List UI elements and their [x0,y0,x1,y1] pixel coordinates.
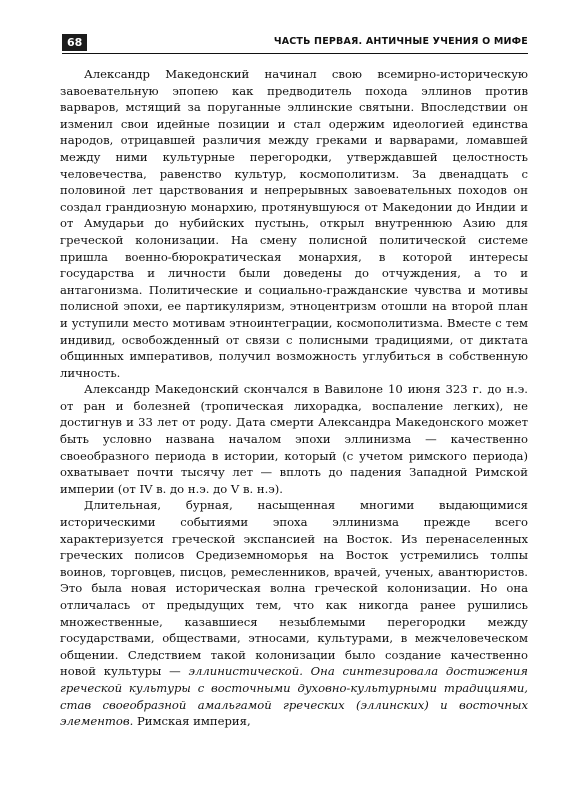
paragraph-3 [60,497,528,729]
body-text [60,66,528,730]
paragraph-1 [60,66,528,381]
running-head: ЧАСТЬ ПЕРВАЯ. АНТИЧНЫЕ УЧЕНИЯ О МИФЕ [273,36,528,47]
paragraph-run: Александр Македонский скончался в Вавилоне 10 июня 323 г. до н.э. от ран и болезней (тропическая лихорадка, воспаление легких), не достигнув и 33 лет от роду. Дата смерти Александра Македонского может быть условно названа началом эпохи эллинизма — качественно своеобразного периода в истории, который (с учетом римского периода) охватывает почти тысячу лет — вплоть до падения Западной Римской империи (от IV в. до н.э. до V в. н.э). [60,382,528,496]
page-number: 68 [62,34,87,51]
paragraph-run: Длительная, бурная, насыщенная многими выдающимися историческими событиями эпоха эллинизма прежде всего характеризуется греческой экспансией на Восток. Из перенаселенных греческих полисов Средиземноморья на Восток устремились толпы воинов, торговцев, писцов, ремесленников, врачей, ученых, авантюристов. Это была новая историческая волна греческой колонизации. Но она отличалась от предыдущих тем, что как никогда ранее рушились множественные, казавшиеся незыблемыми перегородки между государствами, обществами, этносами, культурами, в межчеловеческом общении. Следствием такой колонизации было создание качественно новой культуры — [60,498,528,679]
paragraph-run-italic: эллинистической. Она синтезировала достижения греческой культуры с восточными духовно-культурными традициями, став своеобразной амальгамой греческих (эллинских) и восточных элементов. [60,664,528,729]
paragraph-run: Александр Македонский начинал свою всемирно-историческую завоевательную эпопею как предводитель похода эллинов против варваров, мстящий за поруганные эллинские святыни. Впоследствии он изменил свои идейные позиции и стал одержим идеологией единства народов, отрицавшей различия между греками и варварами, ломавшей между ними культурные перегородки, утверждавшей целостность человечества, равенство культур, космополитизм. За двенадцать с половиной лет царствования и непрерывных завоевательных походов он создал грандиозную монархию, протянувшуюся от Македонии до Индии и от Амударьи до нубийских пустынь, открыл внутреннюю Азию для греческой колонизации. На смену полисной политической системе пришла военно-бюрократическая монархия, в которой интересы государства и личности были доведены до отчуждения, а то и антагонизма. Политические и социально-гражданские чувства и мотивы полисной эпохи, ее партикуляризм, этноцентризм отошли на второй план и уступили место мотивам этноинтеграции, космополитизма. Вместе с тем индивид, освобожденный от связи с полисными традициями, от диктата общинных императивов, получил возможность углубиться в собственную личность. [60,67,528,380]
paragraph-run: Римская империя, [133,714,251,729]
paragraph-2 [60,381,528,497]
page-header [62,34,528,54]
